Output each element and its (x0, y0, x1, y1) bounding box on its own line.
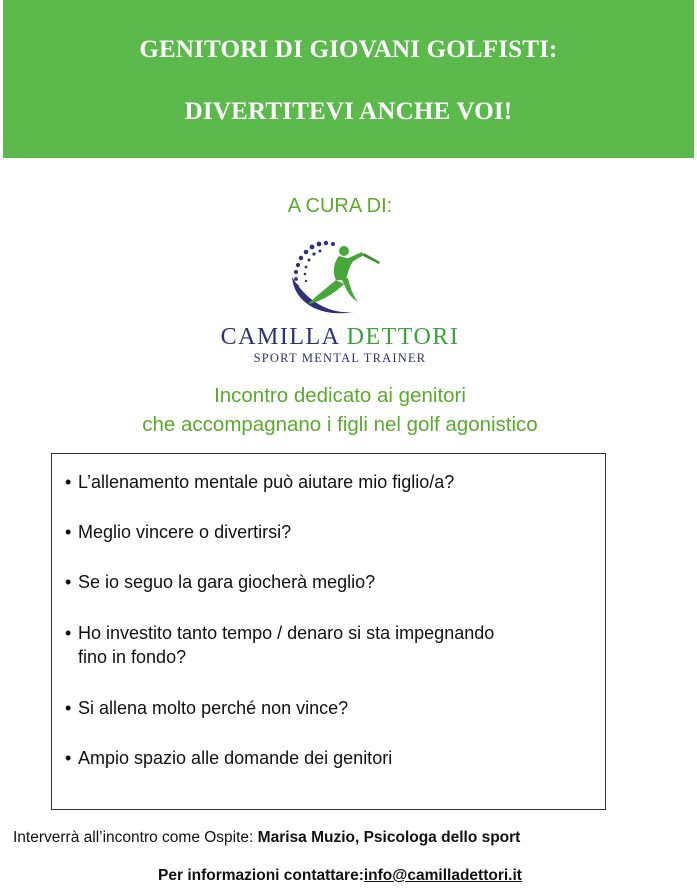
question-text-continued: fino in fondo? (78, 647, 187, 667)
logo-last-name: DETTORI (346, 324, 460, 350)
header-title-line-2: DIVERTITEVI ANCHE VOI! (184, 98, 513, 125)
bullet: • (65, 572, 72, 592)
bullet: • (65, 623, 72, 643)
guest-prefix: Interverrà all’incontro come Ospite: (13, 829, 258, 846)
question-item (65, 570, 585, 594)
question-text: Si allena molto perché non vince? (78, 698, 349, 718)
bullet: • (65, 522, 72, 542)
contact-line (0, 867, 680, 885)
logo-first-name: CAMILLA (220, 324, 340, 350)
intro-line-2: che accompagnano i figli nel golf agonistico (142, 413, 538, 436)
contact-prefix: Per informazioni contattare: (158, 867, 364, 884)
bullet: • (65, 698, 72, 718)
question-text: Se io seguo la gara giocherà meglio? (78, 572, 376, 592)
intro-line-1: Incontro dedicato ai genitori (214, 384, 466, 407)
contact-email-link[interactable]: info@camilladettori.it (363, 867, 522, 884)
bullet: • (65, 472, 72, 492)
bullet: • (65, 748, 72, 768)
question-item (65, 746, 585, 770)
question-text: Ampio spazio alle domande dei genitori (78, 748, 393, 768)
questions-box (51, 453, 606, 810)
header-banner (3, 0, 694, 158)
question-text: Ho investito tanto tempo / denaro si sta impegnando (78, 623, 495, 643)
guest-line (13, 829, 520, 847)
logo-tagline: SPORT MENTAL TRAINER (253, 351, 427, 365)
question-item (65, 621, 585, 669)
question-text: Meglio vincere o divertirsi? (78, 522, 292, 542)
question-item (65, 520, 585, 544)
header-title-line-1: GENITORI DI GIOVANI GOLFISTI: (139, 36, 558, 63)
guest-name: Marisa Muzio, Psicologa dello sport (257, 829, 521, 846)
question-text: L’allenamento mentale può aiutare mio figlio/a? (78, 472, 455, 492)
question-item (65, 696, 585, 720)
golfer-swing-icon (284, 232, 394, 322)
curated-by-label: A CURA DI: (287, 195, 393, 217)
logo-name (200, 324, 480, 351)
question-item (65, 470, 585, 494)
